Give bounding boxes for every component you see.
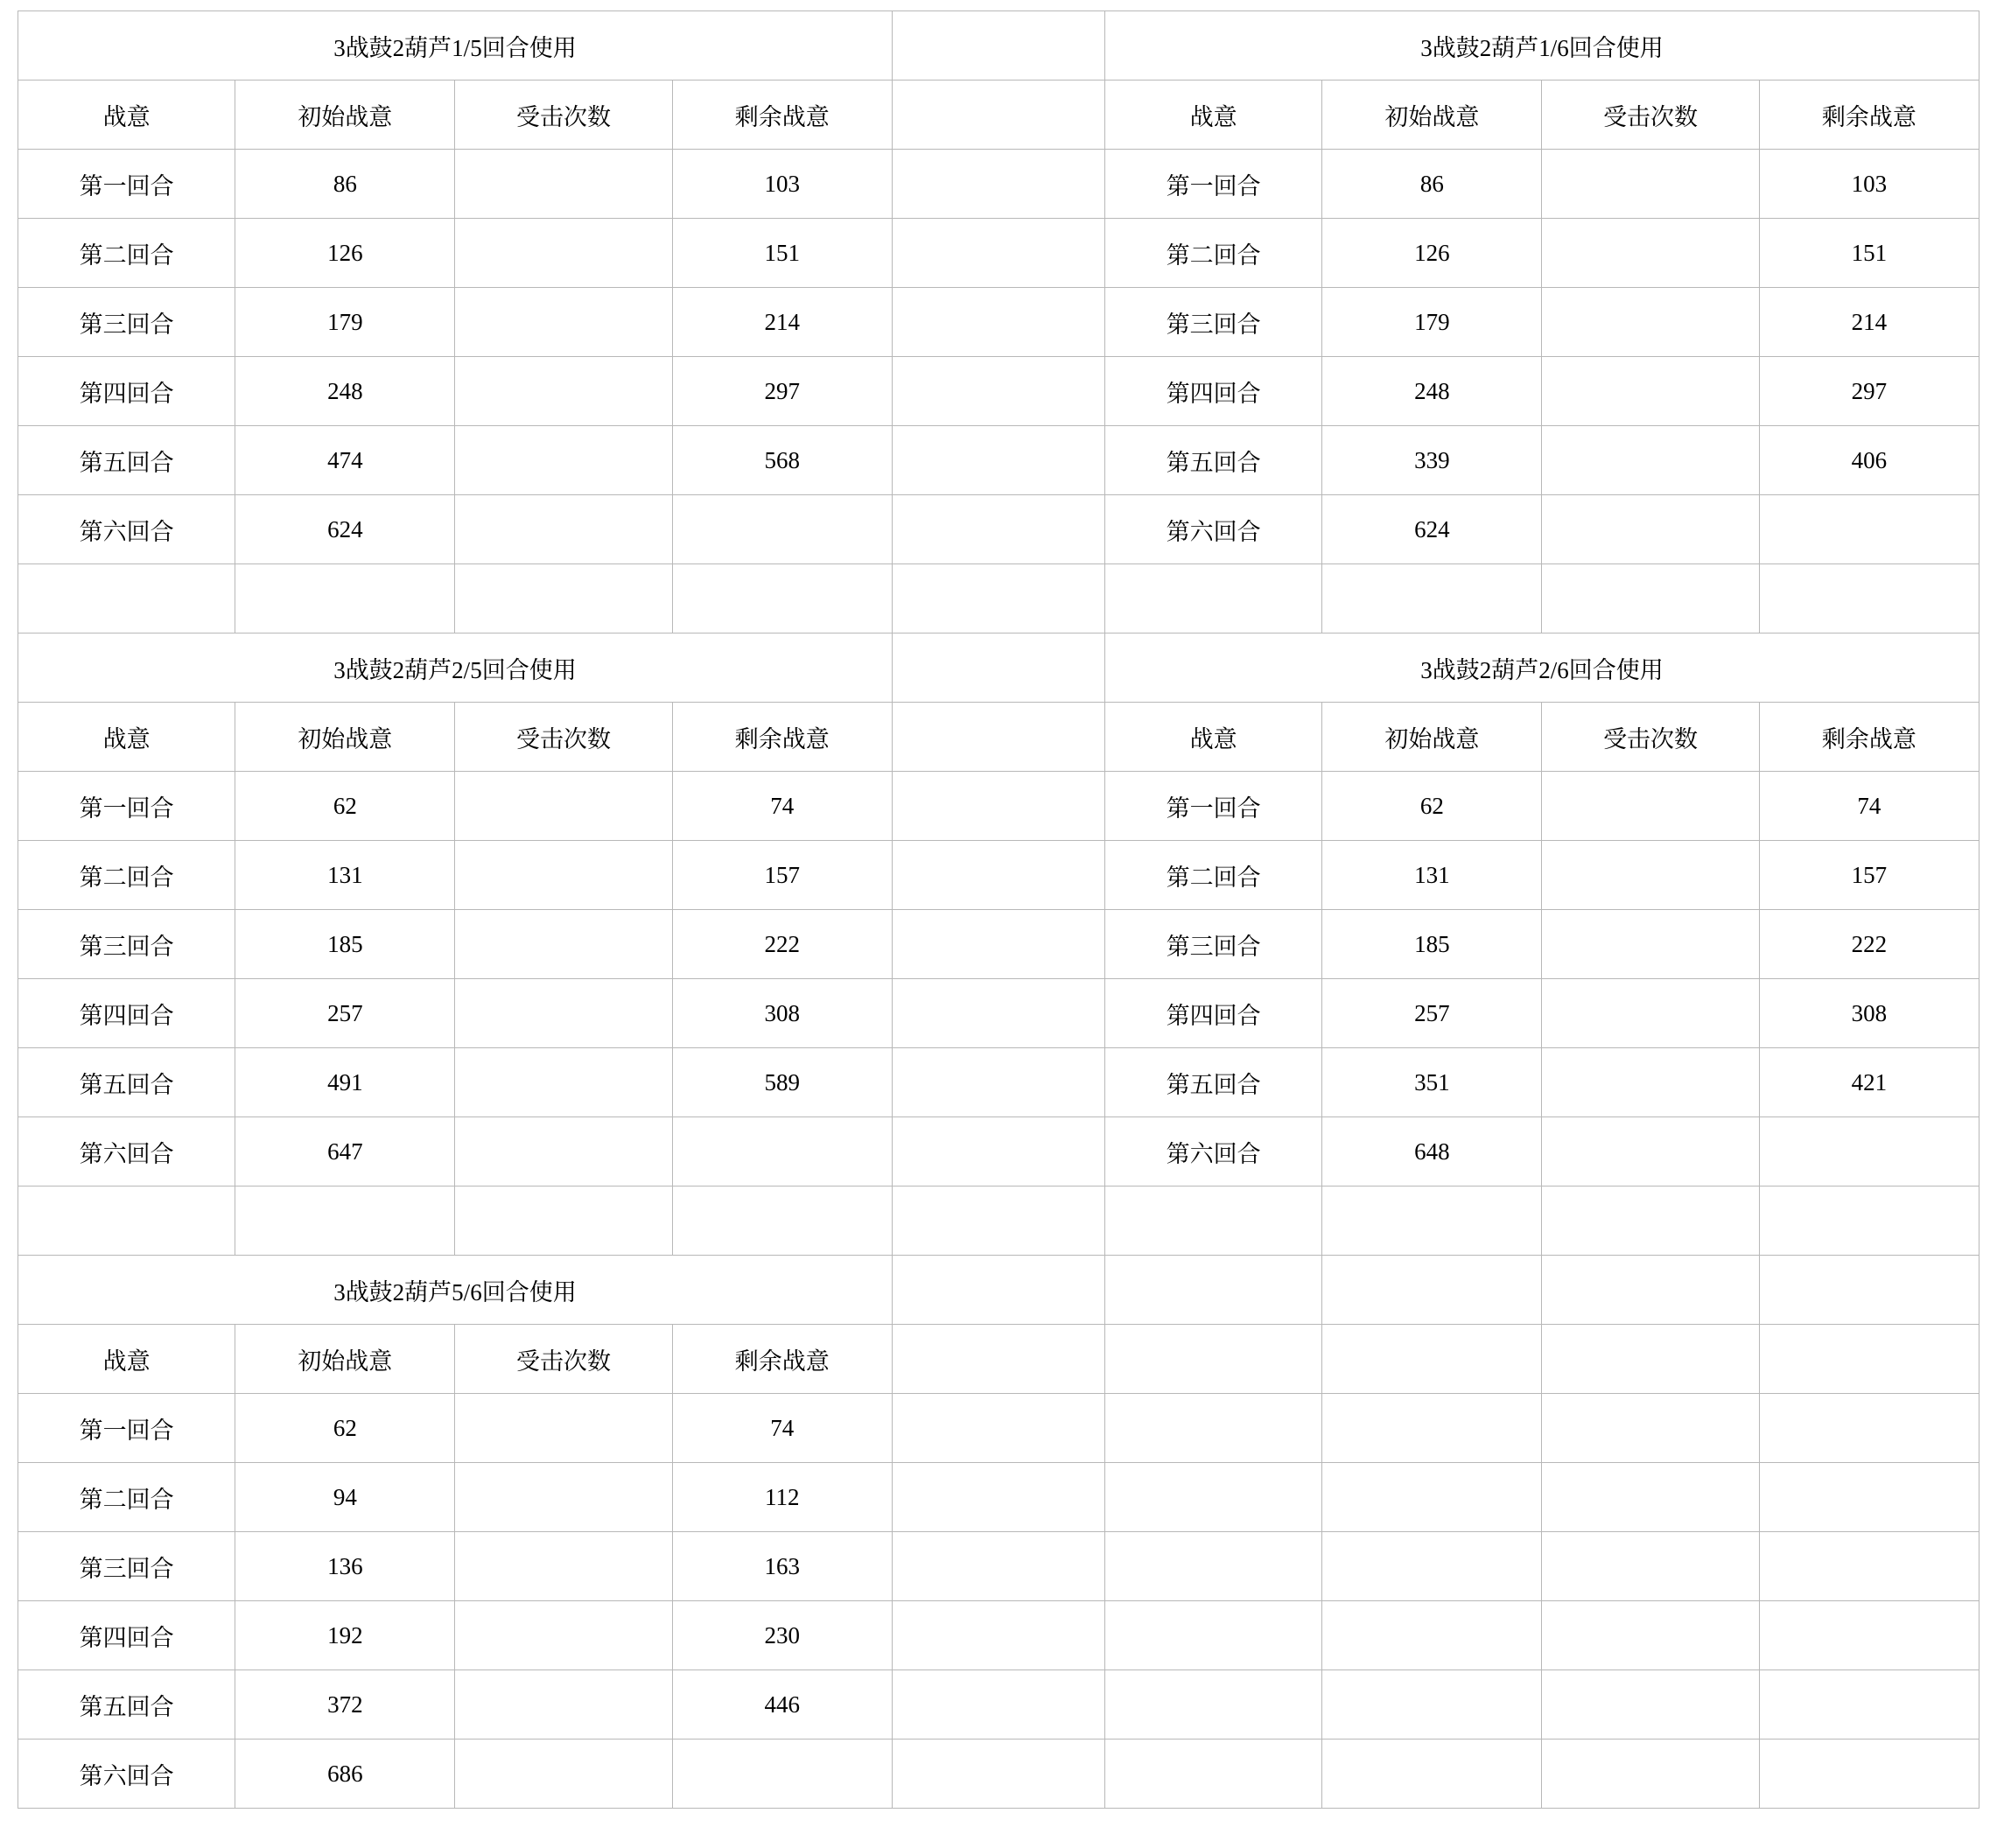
cell-remaining-value[interactable]: 230 — [672, 1601, 892, 1670]
cell-round-label[interactable]: 第一回合 — [18, 772, 235, 841]
spacer-cell — [892, 703, 1104, 772]
cell-initial-value[interactable]: 372 — [235, 1670, 455, 1740]
empty-cell[interactable] — [1105, 1186, 1322, 1256]
cell-remaining-value[interactable]: 157 — [672, 841, 892, 910]
cell-hits-value[interactable] — [455, 1463, 672, 1532]
cell-remaining-value[interactable]: 297 — [1759, 357, 1979, 426]
empty-cell[interactable] — [672, 564, 892, 634]
table-row — [18, 150, 1979, 219]
empty-cell[interactable] — [1759, 1325, 1979, 1394]
cell-round-label[interactable]: 第四回合 — [18, 357, 235, 426]
empty-cell[interactable] — [1105, 1256, 1322, 1325]
cell-round-label[interactable]: 第二回合 — [18, 1463, 235, 1532]
cell-initial-value[interactable]: 179 — [235, 288, 455, 357]
cell-remaining-value[interactable] — [672, 1117, 892, 1186]
cell-hits-value[interactable] — [455, 1670, 672, 1740]
cell-hits-value[interactable] — [455, 979, 672, 1048]
col-header-init-left: 初始战意 — [235, 80, 455, 150]
cell-initial-value[interactable]: 351 — [1322, 1048, 1542, 1117]
table-row — [18, 1601, 1979, 1670]
empty-cell[interactable] — [1322, 1532, 1542, 1601]
empty-cell[interactable] — [1759, 1394, 1979, 1463]
spacer-cell — [892, 1463, 1104, 1532]
cell-hits-value[interactable] — [1542, 426, 1759, 495]
empty-cell[interactable] — [1105, 1325, 1322, 1394]
cell-round-label[interactable]: 第一回合 — [1105, 150, 1322, 219]
empty-cell[interactable] — [1759, 1740, 1979, 1809]
cell-round-label[interactable]: 第一回合 — [1105, 772, 1322, 841]
spacer-cell — [892, 1048, 1104, 1117]
empty-cell[interactable] — [1542, 1325, 1759, 1394]
cell-remaining-value[interactable]: 308 — [672, 979, 892, 1048]
cell-round-label[interactable]: 第四回合 — [1105, 357, 1322, 426]
cell-remaining-value[interactable]: 151 — [672, 219, 892, 288]
col-header-init-right: 初始战意 — [1322, 80, 1542, 150]
cell-round-label[interactable]: 第六回合 — [18, 495, 235, 564]
cell-round-label[interactable]: 第三回合 — [18, 910, 235, 979]
cell-hits-value[interactable] — [455, 495, 672, 564]
empty-cell[interactable] — [1322, 1186, 1542, 1256]
empty-cell[interactable] — [235, 564, 455, 634]
cell-remaining-value[interactable]: 406 — [1759, 426, 1979, 495]
cell-round-label[interactable]: 第五回合 — [1105, 426, 1322, 495]
cell-round-label[interactable]: 第二回合 — [18, 841, 235, 910]
empty-cell[interactable] — [18, 1186, 235, 1256]
spacer-cell — [892, 495, 1104, 564]
cell-initial-value[interactable]: 62 — [1322, 772, 1542, 841]
cell-initial-value[interactable]: 248 — [1322, 357, 1542, 426]
empty-cell[interactable] — [18, 564, 235, 634]
empty-cell[interactable] — [455, 1186, 672, 1256]
cell-initial-value[interactable]: 185 — [235, 910, 455, 979]
empty-cell[interactable] — [1105, 1463, 1322, 1532]
cell-initial-value[interactable]: 179 — [1322, 288, 1542, 357]
spacer-cell — [892, 1256, 1104, 1325]
cell-remaining-value[interactable]: 163 — [672, 1532, 892, 1601]
cell-remaining-value[interactable] — [672, 1740, 892, 1809]
cell-round-label[interactable]: 第三回合 — [1105, 910, 1322, 979]
cell-hits-value[interactable] — [455, 219, 672, 288]
cell-hits-value[interactable] — [1542, 772, 1759, 841]
table-row — [18, 426, 1979, 495]
cell-initial-value[interactable]: 126 — [235, 219, 455, 288]
table-row — [18, 1532, 1979, 1601]
empty-cell[interactable] — [1105, 564, 1322, 634]
cell-round-label[interactable]: 第三回合 — [1105, 288, 1322, 357]
empty-cell[interactable] — [1542, 1256, 1759, 1325]
cell-hits-value[interactable] — [455, 1394, 672, 1463]
cell-hits-value[interactable] — [1542, 1048, 1759, 1117]
empty-cell[interactable] — [1105, 1601, 1322, 1670]
cell-hits-value[interactable] — [1542, 979, 1759, 1048]
block-title-2-6: 3战鼓2葫芦2/6回合使用 — [1105, 634, 1979, 703]
cell-initial-value[interactable]: 647 — [235, 1117, 455, 1186]
cell-round-label[interactable]: 第五回合 — [18, 426, 235, 495]
empty-cell[interactable] — [1322, 1740, 1542, 1809]
empty-cell[interactable] — [1322, 564, 1542, 634]
table-row — [18, 495, 1979, 564]
cell-initial-value[interactable]: 185 — [1322, 910, 1542, 979]
cell-hits-value[interactable] — [1542, 495, 1759, 564]
cell-round-label[interactable]: 第五回合 — [1105, 1048, 1322, 1117]
empty-cell[interactable] — [1322, 1256, 1542, 1325]
col-header-remain-right: 剩余战意 — [1759, 703, 1979, 772]
col-header-remain-right: 剩余战意 — [1759, 80, 1979, 150]
empty-cell[interactable] — [1105, 1532, 1322, 1601]
table-row — [18, 1740, 1979, 1809]
empty-cell[interactable] — [1105, 1740, 1322, 1809]
cell-initial-value[interactable]: 131 — [1322, 841, 1542, 910]
cell-remaining-value[interactable]: 157 — [1759, 841, 1979, 910]
spacer-cell — [892, 288, 1104, 357]
cell-initial-value[interactable]: 339 — [1322, 426, 1542, 495]
empty-cell[interactable] — [235, 1186, 455, 1256]
cell-initial-value[interactable]: 257 — [1322, 979, 1542, 1048]
cell-remaining-value[interactable]: 222 — [1759, 910, 1979, 979]
cell-initial-value[interactable]: 474 — [235, 426, 455, 495]
col-header-remain-left: 剩余战意 — [672, 1325, 892, 1394]
cell-remaining-value[interactable]: 103 — [1759, 150, 1979, 219]
cell-round-label[interactable]: 第六回合 — [1105, 495, 1322, 564]
col-header-hits-right: 受击次数 — [1542, 703, 1759, 772]
section-title-row — [18, 11, 1979, 80]
cell-initial-value[interactable]: 86 — [1322, 150, 1542, 219]
spacer-cell — [892, 634, 1104, 703]
spacer-cell — [892, 150, 1104, 219]
col-header-hits-right: 受击次数 — [1542, 80, 1759, 150]
section-header-row — [18, 703, 1979, 772]
table-row — [18, 1117, 1979, 1186]
spacer-cell — [892, 219, 1104, 288]
section-header-row — [18, 80, 1979, 150]
block-title-1-6: 3战鼓2葫芦1/6回合使用 — [1105, 11, 1979, 80]
cell-initial-value[interactable]: 248 — [235, 357, 455, 426]
cell-round-label[interactable]: 第四回合 — [18, 979, 235, 1048]
separator-row — [18, 564, 1979, 634]
col-header-label-left: 战意 — [18, 80, 235, 150]
table-row — [18, 910, 1979, 979]
col-header-label-left: 战意 — [18, 1325, 235, 1394]
table-row — [18, 357, 1979, 426]
cell-hits-value[interactable] — [455, 1740, 672, 1809]
spacer-cell — [892, 1186, 1104, 1256]
cell-hits-value[interactable] — [1542, 288, 1759, 357]
spacer-cell — [892, 1670, 1104, 1740]
empty-cell[interactable] — [1759, 1670, 1979, 1740]
spacer-cell — [892, 1394, 1104, 1463]
cell-round-label[interactable]: 第三回合 — [18, 288, 235, 357]
spacer-cell — [892, 1532, 1104, 1601]
cell-hits-value[interactable] — [1542, 841, 1759, 910]
empty-cell[interactable] — [1105, 1394, 1322, 1463]
cell-hits-value[interactable] — [455, 772, 672, 841]
cell-hits-value[interactable] — [455, 288, 672, 357]
cell-remaining-value[interactable]: 297 — [672, 357, 892, 426]
empty-cell[interactable] — [455, 564, 672, 634]
table-row — [18, 1463, 1979, 1532]
cell-hits-value[interactable] — [1542, 150, 1759, 219]
col-header-init-left: 初始战意 — [235, 703, 455, 772]
cell-remaining-value[interactable]: 214 — [672, 288, 892, 357]
spacer-cell — [892, 1325, 1104, 1394]
block-title-2-5: 3战鼓2葫芦2/5回合使用 — [18, 634, 893, 703]
spacer-cell — [892, 772, 1104, 841]
spacer-cell — [892, 80, 1104, 150]
spacer-cell — [892, 11, 1104, 80]
cell-round-label[interactable]: 第四回合 — [18, 1601, 235, 1670]
empty-cell[interactable] — [1105, 1670, 1322, 1740]
cell-remaining-value[interactable]: 74 — [672, 772, 892, 841]
spacer-cell — [892, 426, 1104, 495]
cell-hits-value[interactable] — [455, 1601, 672, 1670]
cell-hits-value[interactable] — [1542, 357, 1759, 426]
cell-round-label[interactable]: 第三回合 — [18, 1532, 235, 1601]
spacer-cell — [892, 910, 1104, 979]
empty-cell[interactable] — [1322, 1394, 1542, 1463]
col-header-remain-left: 剩余战意 — [672, 80, 892, 150]
table-row — [18, 1670, 1979, 1740]
cell-remaining-value[interactable]: 589 — [672, 1048, 892, 1117]
cell-round-label[interactable]: 第一回合 — [18, 150, 235, 219]
spacer-cell — [892, 1601, 1104, 1670]
empty-cell[interactable] — [1542, 1670, 1759, 1740]
cell-initial-value[interactable]: 86 — [235, 150, 455, 219]
cell-hits-value[interactable] — [455, 1048, 672, 1117]
cell-remaining-value[interactable]: 151 — [1759, 219, 1979, 288]
empty-cell[interactable] — [1759, 1186, 1979, 1256]
empty-cell[interactable] — [1542, 1601, 1759, 1670]
cell-round-label[interactable]: 第二回合 — [1105, 219, 1322, 288]
empty-cell[interactable] — [1322, 1670, 1542, 1740]
cell-initial-value[interactable]: 62 — [235, 1394, 455, 1463]
cell-hits-value[interactable] — [1542, 910, 1759, 979]
table-row — [18, 979, 1979, 1048]
cell-initial-value[interactable]: 94 — [235, 1463, 455, 1532]
empty-cell[interactable] — [1542, 1394, 1759, 1463]
cell-initial-value[interactable]: 131 — [235, 841, 455, 910]
table-row — [18, 288, 1979, 357]
cell-remaining-value[interactable]: 112 — [672, 1463, 892, 1532]
spacer-cell — [892, 564, 1104, 634]
cell-remaining-value[interactable] — [1759, 495, 1979, 564]
cell-remaining-value[interactable]: 446 — [672, 1670, 892, 1740]
cell-round-label[interactable]: 第二回合 — [1105, 841, 1322, 910]
section-header-row — [18, 1325, 1979, 1394]
empty-cell[interactable] — [1542, 1463, 1759, 1532]
col-header-label-left: 战意 — [18, 703, 235, 772]
cell-initial-value[interactable]: 192 — [235, 1601, 455, 1670]
cell-initial-value[interactable]: 136 — [235, 1532, 455, 1601]
empty-cell[interactable] — [1542, 564, 1759, 634]
cell-initial-value[interactable]: 686 — [235, 1740, 455, 1809]
cell-round-label[interactable]: 第六回合 — [18, 1740, 235, 1809]
cell-round-label[interactable]: 第二回合 — [18, 219, 235, 288]
spacer-cell — [892, 979, 1104, 1048]
empty-cell[interactable] — [1322, 1325, 1542, 1394]
table-row — [18, 772, 1979, 841]
cell-hits-value[interactable] — [455, 910, 672, 979]
cell-round-label[interactable]: 第五回合 — [18, 1670, 235, 1740]
empty-cell[interactable] — [1759, 1463, 1979, 1532]
empty-cell[interactable] — [1322, 1601, 1542, 1670]
spacer-cell — [892, 841, 1104, 910]
cell-remaining-value[interactable] — [672, 495, 892, 564]
cell-remaining-value[interactable]: 308 — [1759, 979, 1979, 1048]
table-row — [18, 841, 1979, 910]
cell-remaining-value[interactable]: 74 — [672, 1394, 892, 1463]
cell-round-label[interactable]: 第五回合 — [18, 1048, 235, 1117]
cell-initial-value[interactable]: 624 — [235, 495, 455, 564]
data-grid — [18, 10, 1979, 1809]
table-row — [18, 1394, 1979, 1463]
spacer-cell — [892, 357, 1104, 426]
empty-cell[interactable] — [1759, 1256, 1979, 1325]
cell-round-label[interactable]: 第四回合 — [1105, 979, 1322, 1048]
table-row — [18, 219, 1979, 288]
empty-cell[interactable] — [1759, 1532, 1979, 1601]
cell-hits-value[interactable] — [455, 150, 672, 219]
block-title-5-6: 3战鼓2葫芦5/6回合使用 — [18, 1256, 893, 1325]
cell-remaining-value[interactable]: 421 — [1759, 1048, 1979, 1117]
cell-initial-value[interactable]: 648 — [1322, 1117, 1542, 1186]
cell-round-label[interactable]: 第六回合 — [1105, 1117, 1322, 1186]
section-title-row — [18, 634, 1979, 703]
cell-hits-value[interactable] — [455, 1532, 672, 1601]
cell-hits-value[interactable] — [455, 841, 672, 910]
empty-cell[interactable] — [1542, 1740, 1759, 1809]
empty-cell[interactable] — [1759, 1601, 1979, 1670]
col-header-hits-left: 受击次数 — [455, 80, 672, 150]
separator-row — [18, 1186, 1979, 1256]
cell-hits-value[interactable] — [455, 1117, 672, 1186]
cell-initial-value[interactable]: 257 — [235, 979, 455, 1048]
empty-cell[interactable] — [1542, 1532, 1759, 1601]
empty-cell[interactable] — [1322, 1463, 1542, 1532]
spacer-cell — [892, 1740, 1104, 1809]
col-header-hits-left: 受击次数 — [455, 1325, 672, 1394]
block-title-1-5: 3战鼓2葫芦1/5回合使用 — [18, 11, 893, 80]
cell-initial-value[interactable]: 491 — [235, 1048, 455, 1117]
table-row — [18, 1048, 1979, 1117]
cell-hits-value[interactable] — [1542, 1117, 1759, 1186]
cell-hits-value[interactable] — [1542, 219, 1759, 288]
cell-hits-value[interactable] — [455, 426, 672, 495]
cell-hits-value[interactable] — [455, 357, 672, 426]
col-header-remain-left: 剩余战意 — [672, 703, 892, 772]
col-header-init-left: 初始战意 — [235, 1325, 455, 1394]
empty-cell[interactable] — [1542, 1186, 1759, 1256]
cell-remaining-value[interactable]: 214 — [1759, 288, 1979, 357]
col-header-label-right: 战意 — [1105, 80, 1322, 150]
spacer-cell — [892, 1117, 1104, 1186]
cell-initial-value[interactable]: 126 — [1322, 219, 1542, 288]
col-header-init-right: 初始战意 — [1322, 703, 1542, 772]
cell-round-label[interactable]: 第六回合 — [18, 1117, 235, 1186]
cell-remaining-value[interactable]: 568 — [672, 426, 892, 495]
cell-remaining-value[interactable]: 103 — [672, 150, 892, 219]
col-header-label-right: 战意 — [1105, 703, 1322, 772]
empty-cell[interactable] — [1759, 564, 1979, 634]
cell-round-label[interactable]: 第一回合 — [18, 1394, 235, 1463]
cell-remaining-value[interactable]: 74 — [1759, 772, 1979, 841]
cell-initial-value[interactable]: 624 — [1322, 495, 1542, 564]
empty-cell[interactable] — [672, 1186, 892, 1256]
section-title-row — [18, 1256, 1979, 1325]
cell-remaining-value[interactable]: 222 — [672, 910, 892, 979]
cell-initial-value[interactable]: 62 — [235, 772, 455, 841]
col-header-hits-left: 受击次数 — [455, 703, 672, 772]
cell-remaining-value[interactable] — [1759, 1117, 1979, 1186]
